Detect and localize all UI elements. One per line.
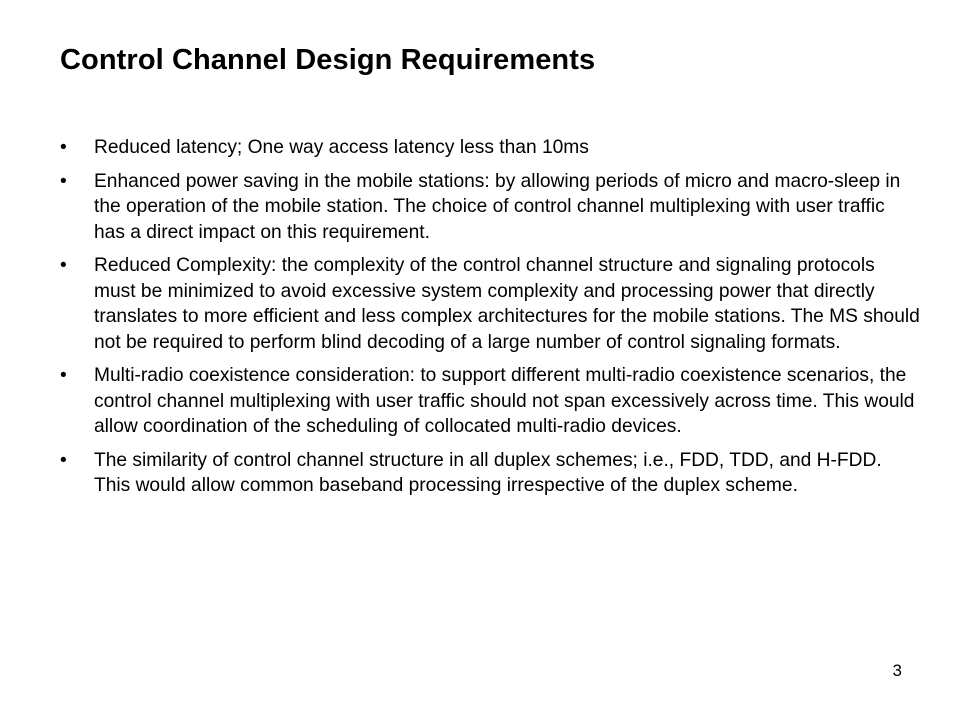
- bullet-item: [60, 253, 920, 355]
- bullet-text: Reduced latency; One way access latency less than 10ms: [94, 137, 589, 158]
- bullet-text: Multi-radio coexistence consideration: to support different multi-radio coexistence scenarios, the control channel multiplexing with user traffic should not span excessively across time. This would allow coordination of the scheduling of collocated multi-radio devices.: [94, 365, 915, 437]
- slide-title: Control Channel Design Requirements: [60, 44, 596, 76]
- bullet-item: [60, 169, 920, 246]
- bullet-item: [60, 448, 920, 499]
- bullet-marker: •: [60, 365, 67, 386]
- bullet-marker: •: [60, 449, 67, 471]
- bullet-text: Reduced Complexity: the complexity of the control channel structure and signaling protocols must be minimized to avoid excessive system complexity and processing power that directly translates to more efficient and less complex architectures for the mobile stations. The MS should not be required to perform blind decoding of a large number of control signaling formats.: [94, 255, 920, 353]
- bullet-text: Enhanced power saving in the mobile stations: by allowing periods of micro and macro-sleep in the operation of the mobile station. The choice of control channel multiplexing with user traffic has a direct impact on this requirement.: [94, 170, 901, 243]
- bullet-item: [60, 363, 920, 440]
- bullet-marker: •: [60, 255, 67, 276]
- bullet-marker: •: [60, 137, 67, 158]
- bullet-item: [60, 135, 920, 161]
- page-number: 3: [892, 661, 902, 680]
- bullet-text: The similarity of control channel structure in all duplex schemes; i.e., FDD, TDD, and H-FDD. This would allow common baseband processing irrespective of the duplex scheme.: [94, 449, 882, 496]
- bullet-list: [60, 135, 920, 507]
- bullet-marker: •: [60, 170, 67, 192]
